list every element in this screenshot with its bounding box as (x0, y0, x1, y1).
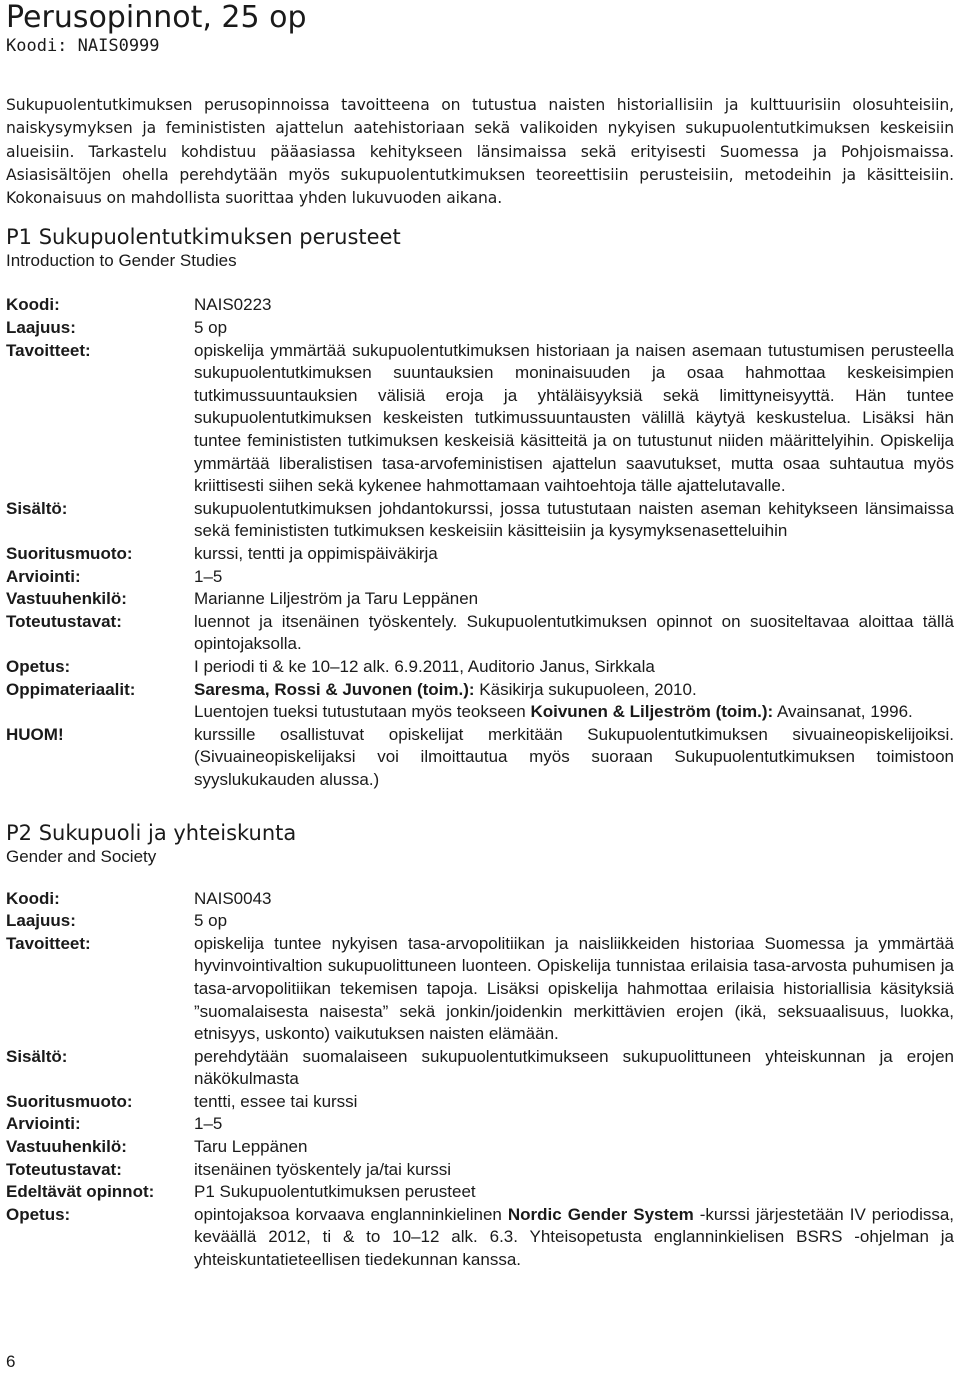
field-value: opiskelija tuntee nykyisen tasa-arvopolitiikan ja naisliikkeiden historiaa Suomessa ja ymmärtää hyvinvointivaltion sukupuolittuneen luonteen. Opiskelija tunnistaa erilaisia tasa-arvosta puhumisen ja tasa-arvopolitiikan tekemisen tapoja. Lisäksi opiskelija hahmottaa erilaisia historiallisia käsityksiä ”suomalaisesta naisesta” sekä jonkin/joidenkin merkittävien erojen (ikä, seksuaalisuus, luokka, etnisyys, uskonto) vaikutuksen naisten elämään. (194, 933, 954, 1044)
field-label: Toteutustavat: (6, 611, 122, 631)
field-row-suoritusmuoto (6, 543, 954, 566)
field-label: HUOM! (6, 724, 64, 744)
intro-paragraph: Sukupuolentutkimuksen perusopinnoissa tavoitteena on tutustua naisten historiallisiin ja kulttuurisiin olosuhteisiin, naiskysymyksen ja feminististen ajattelun aatehistoriaan sekä valikoiden nykyisen sukupuolentutkimuksen keskeisiin alueisiin. Tarkastelu kohdistuu pääasiassa kehitykseen länsimaissa sekä erityisesti Suomessa ja Pohjoismaissa. Asiasisältöjen ohella perehdytään myös sukupuolentutkimuksen teoreettisiin perusteisiin, metodeihin ja käsitteisiin. Kokonaisuus on mahdollista suorittaa yhden lukuvuoden aikana. (6, 96, 954, 208)
field-label: Arviointi: (6, 1114, 81, 1134)
field-value: 1–5 (194, 566, 223, 586)
course-p2 (6, 820, 954, 1272)
field-value: Taru Leppänen (194, 1137, 308, 1157)
field-row-laajuus (6, 910, 954, 933)
field-value: 5 op (194, 318, 228, 338)
field-value: opiskelija ymmärtää sukupuolentutkimuksen historiaan ja naisen asemaan tutustumisen perusteella sukupuolentutkimuksen suuntauksien moninaisuuden ja osaa hahmottaa keskeisimpien tutkimussuuntauksien välisiä eroja ja yhtäläisyyksiä sekä limittyneisyyttä. Hän tuntee sukupuolentutkimuksen keskeisten tutkimussuuntausten välillä käytyä keskustelua. Lisäksi hän tuntee feminististen tutkimuksen keskeisiä käsitteitä ja on tutustunut niiden määrittelyihin. Opiskelija ymmärtää liberalistisen tasa-arvofeministisen ajattelun saavutukset, mutta osaa suhtautua myös kriittisesti siihen sekä kykenee hahmottamaan vaihtoehtoja tälle ajattelutavalle. (194, 340, 954, 496)
field-row-tavoitteet (6, 340, 954, 498)
document-page (6, 0, 954, 1272)
opetus-text: opintojaksoa korvaava englanninkielinen (194, 1204, 508, 1224)
field-value: 5 op (194, 911, 228, 931)
page-number: 6 (6, 1352, 16, 1371)
field-label: Laajuus: (6, 318, 76, 338)
course-name: Nordic Gender System (507, 1204, 694, 1224)
field-row-suoritusmuoto (6, 1091, 954, 1114)
material-item (194, 701, 954, 724)
field-value: NAIS0223 (194, 295, 272, 315)
field-value: luennot ja itsenäinen työskentely. Sukupuolentutkimuksen opinnot on suositeltavaa aloittaa tällä opintojaksolla. (194, 611, 954, 654)
field-row-huom (6, 724, 954, 792)
field-row-opetus (6, 656, 954, 679)
field-row-vastuuhenkilo (6, 1136, 954, 1159)
field-value: NAIS0043 (194, 888, 272, 908)
field-row-laajuus (6, 317, 954, 340)
material-title: Käsikirja sukupuoleen, 2010. (474, 679, 697, 699)
material-intro: Luentojen tueksi tutustutaan myös teokseen (194, 702, 531, 722)
field-value: kurssille osallistuvat opiskelijat merkitään Sukupuolentutkimuksen sivuaineopiskelijoiksi. (Sivuaineopiskelijaksi voi ilmoittautua myös suoraan Sukupuolentutkimuksen toimistoon syyslukukauden alussa.) (194, 724, 954, 789)
field-value: perehdytään suomalaiseen sukupuolentutkimukseen sukupuolittuneen yhteiskunnan ja erojen näkökulmasta (194, 1046, 954, 1089)
field-value: P1 Sukupuolentutkimuksen perusteet (194, 1182, 476, 1202)
field-label: Koodi: (6, 888, 60, 908)
field-row-toteutustavat (6, 611, 954, 656)
field-value: sukupuolentutkimuksen johdantokurssi, jossa tutustutaan naisten aseman kehitykseen länsimaissa sekä feminististen tutkimuksen keskeisiin käsitteisiin ja kysymyksenasetteluihin (194, 498, 954, 541)
field-label: Suoritusmuoto: (6, 544, 133, 564)
field-value (194, 1204, 954, 1272)
field-label: Vastuuhenkilö: (6, 589, 127, 609)
field-value: kurssi, tentti ja oppimispäiväkirja (194, 544, 438, 564)
field-row-koodi (6, 294, 954, 317)
field-row-vastuuhenkilo (6, 588, 954, 611)
field-row-opetus (6, 1204, 954, 1272)
field-value: 1–5 (194, 1114, 223, 1134)
field-label: Arviointi: (6, 566, 81, 586)
opetus-text: -kurssi järjestetään IV periodissa, keväällä 2012, ti & to 10–12 alk. 6.3. Yhteisopetusta englanninkielisen BSRS -ohjelman ja yhteiskuntatieteellisen tiedekunnan kanssa. (194, 1204, 955, 1270)
field-label: Sisältö: (6, 1046, 68, 1066)
page-title: Perusopinnot, 25 op (6, 0, 307, 35)
field-label: Toteutustavat: (6, 1159, 122, 1179)
material-title: Avainsanat, 1996. (773, 702, 913, 722)
field-value: Marianne Liljeström ja Taru Leppänen (194, 589, 479, 609)
program-code: Koodi: NAIS0999 (6, 36, 160, 56)
field-label: Vastuuhenkilö: (6, 1137, 127, 1157)
field-label: Koodi: (6, 295, 60, 315)
field-label: Sisältö: (6, 498, 68, 518)
material-authors: Koivunen & Liljeström (toim.): (530, 702, 774, 722)
field-label: Tavoitteet: (6, 340, 91, 360)
course-title: P2 Sukupuoli ja yhteiskunta (6, 820, 297, 845)
course-fields (6, 888, 954, 1272)
course-subtitle: Gender and Society (6, 846, 157, 866)
field-row-arviointi (6, 1113, 954, 1136)
field-label: Suoritusmuoto: (6, 1091, 133, 1111)
course-p1 (6, 224, 954, 791)
field-label: Tavoitteet: (6, 933, 91, 953)
course-title: P1 Sukupuolentutkimuksen perusteet (6, 225, 401, 250)
field-label: Opetus: (6, 1204, 71, 1224)
field-value (194, 679, 954, 724)
field-row-tavoitteet (6, 933, 954, 1046)
field-value: itsenäinen työskentely ja/tai kurssi (194, 1159, 452, 1179)
field-label: Laajuus: (6, 911, 76, 931)
field-value: I periodi ti & ke 10–12 alk. 6.9.2011, Auditorio Janus, Sirkkala (194, 656, 655, 676)
material-item (194, 679, 954, 702)
field-row-sisalto (6, 1046, 954, 1091)
field-row-edeltavat (6, 1181, 954, 1204)
field-row-arviointi (6, 566, 954, 589)
field-row-toteutustavat (6, 1159, 954, 1182)
field-row-sisalto (6, 498, 954, 543)
course-fields (6, 294, 954, 791)
field-value: tentti, essee tai kurssi (194, 1091, 358, 1111)
course-subtitle: Introduction to Gender Studies (6, 251, 237, 271)
field-row-koodi (6, 888, 954, 911)
field-label: Oppimateriaalit: (6, 679, 136, 699)
field-label: Opetus: (6, 656, 71, 676)
field-label: Edeltävät opinnot: (6, 1182, 155, 1202)
field-row-oppimateriaalit (6, 679, 954, 724)
material-authors: Saresma, Rossi & Juvonen (toim.): (194, 679, 475, 699)
